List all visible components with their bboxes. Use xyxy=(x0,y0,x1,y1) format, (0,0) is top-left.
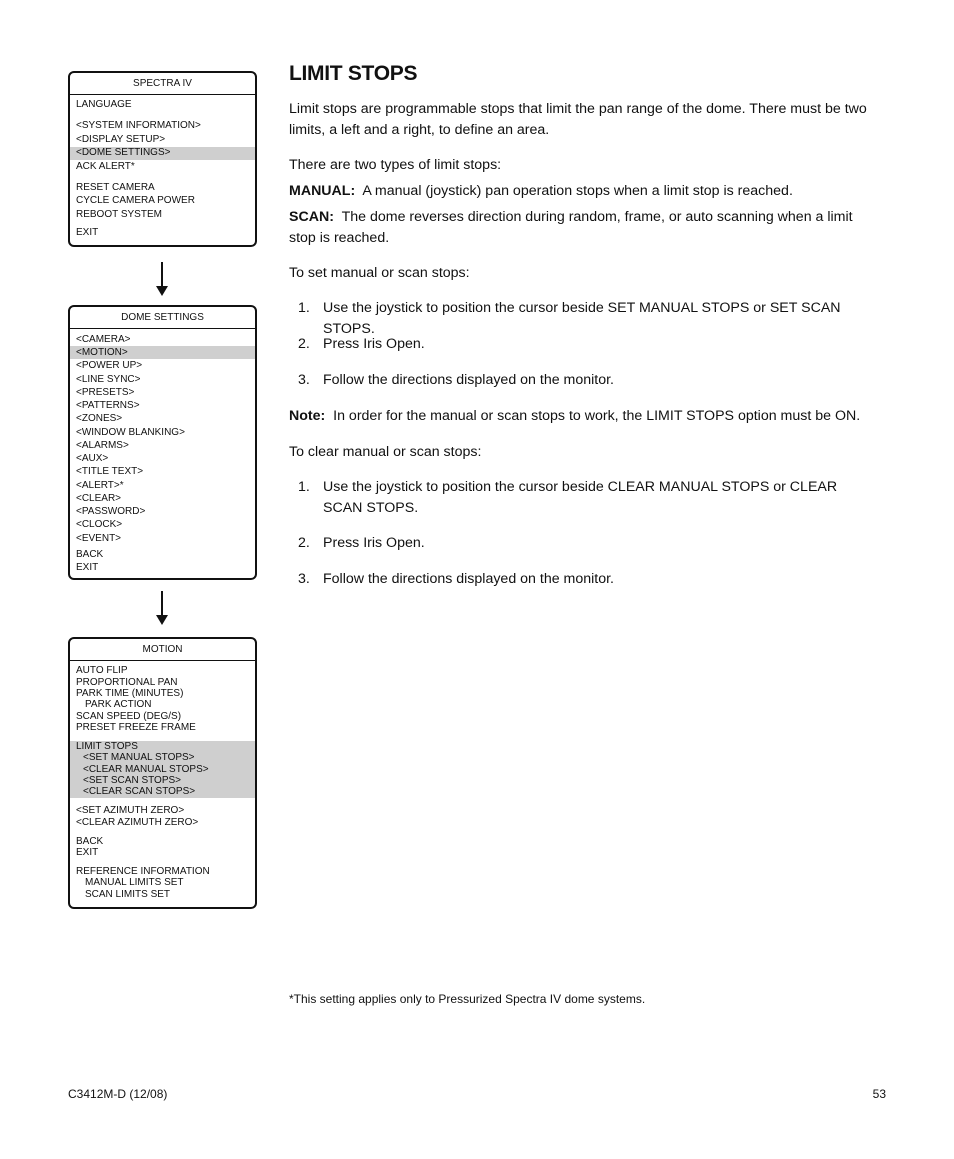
menu-item: <SET AZIMUTH ZERO> xyxy=(76,805,185,816)
step-number: 2. xyxy=(298,336,310,352)
menu-item: PRESET FREEZE FRAME xyxy=(76,722,196,733)
dome-settings-menu xyxy=(68,305,257,580)
menu-title: SPECTRA IV xyxy=(70,73,255,95)
menu-item: <CAMERA> xyxy=(76,334,131,345)
menu-item: EXIT xyxy=(76,847,99,858)
menu-item-selected: <SET MANUAL STOPS> xyxy=(83,752,195,763)
menu-item: <AUX> xyxy=(76,453,109,464)
set-intro: To set manual or scan stops: xyxy=(289,265,470,281)
menu-item: <ALERT>* xyxy=(76,480,124,491)
menu-item-selected: <MOTION> xyxy=(76,347,128,358)
menu-item: <PASSWORD> xyxy=(76,506,146,517)
step-number: 2. xyxy=(298,535,310,551)
menu-item-selected: LIMIT STOPS xyxy=(76,741,138,752)
menu-item: <DISPLAY SETUP> xyxy=(76,134,166,145)
menu-item: EXIT xyxy=(76,562,99,573)
menu-item: PARK ACTION xyxy=(85,699,152,710)
menu-item: <TITLE TEXT> xyxy=(76,466,144,477)
step-text: Press Iris Open. xyxy=(323,535,425,551)
menu-item: <EVENT> xyxy=(76,533,122,544)
menu-item: SCAN LIMITS SET xyxy=(85,889,171,900)
menu-item: PROPORTIONAL PAN xyxy=(76,677,178,688)
menu-item: <ALARMS> xyxy=(76,440,129,451)
menu-item-selected: <SET SCAN STOPS> xyxy=(83,775,182,786)
menu-item-selected: <DOME SETTINGS> xyxy=(76,147,171,158)
menu-item: <LINE SYNC> xyxy=(76,374,141,385)
menu-item: BACK xyxy=(76,836,104,847)
menu-item: AUTO FLIP xyxy=(76,665,128,676)
arrow-head xyxy=(156,286,168,296)
arrow-head xyxy=(156,615,168,625)
note-paragraph xyxy=(289,406,879,427)
menu-item: PARK TIME (MINUTES) xyxy=(76,688,184,699)
menu-item: <WINDOW BLANKING> xyxy=(76,427,185,438)
scan-definition xyxy=(289,207,879,249)
menu-item: REBOOT SYSTEM xyxy=(76,209,162,220)
menu-item: LANGUAGE xyxy=(76,99,132,110)
footnote: *This setting applies only to Pressurized Spectra IV dome systems. xyxy=(289,992,646,1006)
motion-menu xyxy=(68,637,257,909)
doc-id: C3412M-D (12/08) xyxy=(68,1087,168,1101)
menu-item: <CLEAR> xyxy=(76,493,122,504)
step-text: Press Iris Open. xyxy=(323,336,425,352)
menu-item: <POWER UP> xyxy=(76,360,143,371)
spectra-iv-menu xyxy=(68,71,257,247)
menu-item-selected: <CLEAR MANUAL STOPS> xyxy=(83,764,209,775)
menu-item: <CLEAR AZIMUTH ZERO> xyxy=(76,817,199,828)
step-number: 1. xyxy=(298,300,310,316)
page-title: LIMIT STOPS xyxy=(289,62,418,85)
menu-item: MANUAL LIMITS SET xyxy=(85,877,184,888)
menu-item: REFERENCE INFORMATION xyxy=(76,866,210,877)
note-label: Note: xyxy=(289,408,326,424)
menu-title: DOME SETTINGS xyxy=(70,307,255,329)
scan-label: SCAN: xyxy=(289,209,334,225)
step-number: 3. xyxy=(298,372,310,388)
step-text: Follow the directions displayed on the monitor. xyxy=(323,372,615,388)
clear-intro: To clear manual or scan stops: xyxy=(289,444,482,460)
menu-item: <SYSTEM INFORMATION> xyxy=(76,120,201,131)
down-arrow-icon xyxy=(161,591,163,616)
menu-item: <PRESETS> xyxy=(76,387,135,398)
types-intro: There are two types of limit stops: xyxy=(289,157,502,173)
menu-item: BACK xyxy=(76,549,104,560)
step-text: Use the joystick to position the cursor beside SET MANUAL STOPS or SET SCAN STOPS. xyxy=(323,300,841,337)
menu-item: <PATTERNS> xyxy=(76,400,140,411)
step-text: Follow the directions displayed on the monitor. xyxy=(323,571,615,587)
scan-text: The dome reverses direction during random, frame, or auto scanning when a limit stop is reached. xyxy=(289,209,853,246)
down-arrow-icon xyxy=(161,262,163,287)
step-text: Use the joystick to position the cursor beside CLEAR MANUAL STOPS or CLEAR SCAN STOPS. xyxy=(323,479,838,516)
menu-item: <CLOCK> xyxy=(76,519,123,530)
menu-item: RESET CAMERA xyxy=(76,182,155,193)
menu-item: SCAN SPEED (DEG/S) xyxy=(76,711,182,722)
menu-item: ACK ALERT* xyxy=(76,161,135,172)
intro-paragraph: Limit stops are programmable stops that limit the pan range of the dome. There must be two limits, a left and a right, to define an area. xyxy=(289,101,867,138)
manual-text: A manual (joystick) pan operation stops when a limit stop is reached. xyxy=(362,183,793,199)
menu-item: EXIT xyxy=(76,227,99,238)
step-number: 3. xyxy=(298,571,310,587)
menu-item: <ZONES> xyxy=(76,413,123,424)
note-text: In order for the manual or scan stops to work, the LIMIT STOPS option must be ON. xyxy=(333,408,861,424)
step-number: 1. xyxy=(298,479,310,495)
manual-label: MANUAL: xyxy=(289,183,356,199)
menu-title: MOTION xyxy=(70,639,255,661)
manual-definition xyxy=(289,181,879,202)
menu-item-selected: <CLEAR SCAN STOPS> xyxy=(83,786,196,797)
menu-item: CYCLE CAMERA POWER xyxy=(76,195,195,206)
page-number: 53 xyxy=(872,1087,886,1101)
